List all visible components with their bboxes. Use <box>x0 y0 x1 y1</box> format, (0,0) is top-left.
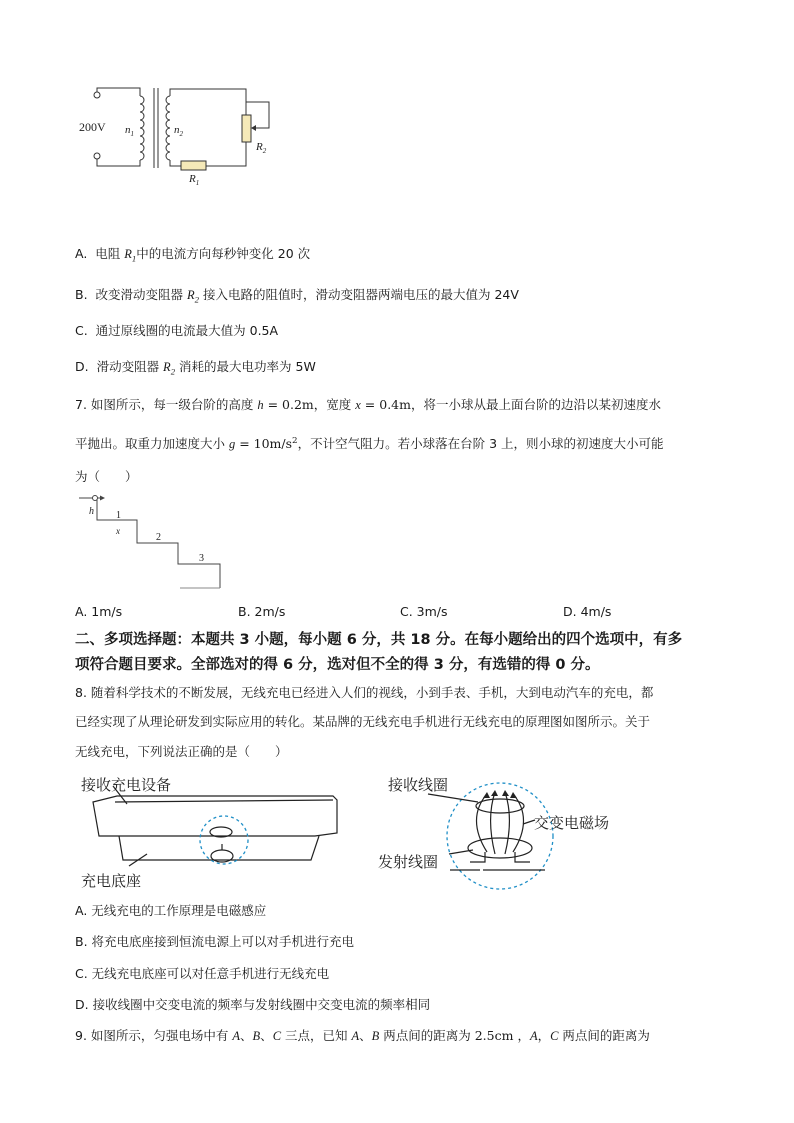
field-arrow-3 <box>502 790 509 796</box>
input-terminal-bottom <box>94 153 100 159</box>
section-2-heading-line-1: 二、多项选择题：本题共 3 小题，每小题 6 分，共 18 分。在每小题给出的四个选项中，有多 <box>75 632 683 648</box>
height-label: h <box>89 506 94 517</box>
rx-coil-leader <box>428 794 478 802</box>
resistor-r1 <box>181 161 206 170</box>
q7-line-1: 7. 如图所示，每一级台阶的高度 h = 0.2m，宽度 x = 0.4m，将一小球从最上面台阶的边沿以某初速度水 <box>75 397 661 412</box>
q8-line-2: 已经实现了从理论研发到实际应用的转化。某品牌的无线充电手机进行无线充电的原理图如图所示。关于 <box>75 714 651 729</box>
n1-label: $n_1$ <box>125 124 134 138</box>
q7-option-d[interactable]: D. 4m/s <box>563 604 612 619</box>
voltage-label: 200V <box>79 120 106 134</box>
q8-line-3: 无线充电，下列说法正确的是（ ） <box>75 744 288 759</box>
transmitter-coil <box>468 838 532 858</box>
q8-option-b[interactable]: B. 将充电底座接到恒流电源上可以对手机进行充电 <box>75 934 355 949</box>
q7-option-b[interactable]: B. 2m/s <box>238 604 286 619</box>
transmitter-coil-label: 发射线圈 <box>378 853 439 871</box>
q8-line-1: 8. 随着科学技术的不断发展，无线充电已经进入人们的视线，小到手表、手机，大到电动汽车的充电，都 <box>75 685 654 700</box>
q6-option-d[interactable]: D. 滑动变阻器 $R_2$ 消耗的最大电功率为 5W <box>75 359 316 377</box>
q6-option-b[interactable]: B. 改变滑动变阻器 $R_2$ 接入电路的阻值时，滑动变阻器两端电压的最大值为 24V <box>75 287 519 305</box>
wireless-charging-diagram <box>75 770 675 895</box>
device-zoom-circle <box>200 816 248 864</box>
receiver-coil <box>476 799 524 813</box>
q6-option-a[interactable]: A. 电阻 $R_1$中的电流方向每秒钟变化 20 次 <box>75 246 311 264</box>
q8-option-a[interactable]: A. 无线充电的工作原理是电磁感应 <box>75 903 267 918</box>
section-2-heading-line-2: 项符合题目要求。全部选对的得 6 分，选对但不全的得 3 分，有选错的得 0 分。 <box>75 657 600 673</box>
field-arrow-4 <box>510 792 517 798</box>
primary-coil <box>140 96 144 160</box>
step-2-label: 2 <box>156 532 161 543</box>
q7-line-3: 为（ ） <box>75 469 138 484</box>
q6-option-c[interactable]: C. 通过原线圈的电流最大值为 0.5A <box>75 323 279 338</box>
q9-line-1: 9. 如图所示，匀强电场中有 A、B、C 三点，已知 A、B 两点间的距离为 2.5cm ，A，C 两点间的距离为 <box>75 1028 650 1043</box>
primary-wire-top <box>97 88 140 96</box>
n2-label: $n_2$ <box>174 124 183 138</box>
velocity-arrow-head <box>100 496 105 501</box>
input-terminal-top <box>94 92 100 98</box>
charging-base <box>119 836 319 860</box>
q8-option-d[interactable]: D. 接收线圈中交变电流的频率与发射线圈中交变电流的频率相同 <box>75 997 431 1012</box>
charging-base-label: 充电底座 <box>81 872 142 890</box>
secondary-coil <box>166 96 170 160</box>
receiver-device-label: 接收充电设备 <box>81 776 172 794</box>
step-3-label: 3 <box>199 553 204 564</box>
q8-option-c[interactable]: C. 无线充电底座可以对任意手机进行无线充电 <box>75 966 330 981</box>
r1-label: $R_1$ <box>189 173 200 187</box>
secondary-wire-bottom-left <box>170 160 181 166</box>
q7-option-a[interactable]: A. 1m/s <box>75 604 123 619</box>
transformer-circuit-diagram <box>70 80 290 195</box>
field-label: 交变电磁场 <box>534 814 610 832</box>
field-arrow-1 <box>483 792 490 798</box>
q7-line-2: 平抛出。取重力加速度大小 $g = 10m/s^2$，不计空气阻力。若小球落在台阶 3 上，则小球的初速度大小可能 <box>75 436 664 452</box>
device-edge <box>115 800 333 802</box>
tx-coil-leader <box>449 850 473 854</box>
rheostat-r2 <box>242 115 251 142</box>
field-arrow-2 <box>491 790 498 796</box>
secondary-wire-bottom-right <box>206 142 246 166</box>
rheostat-slider-arrow <box>251 125 256 131</box>
secondary-wire-top <box>170 89 246 115</box>
primary-wire-bottom <box>97 159 140 166</box>
field-line-3 <box>505 792 510 854</box>
stairs-diagram <box>75 488 235 593</box>
q7-option-c[interactable]: C. 3m/s <box>400 604 448 619</box>
field-line-2 <box>491 792 496 854</box>
step-1-label: 1 <box>116 510 121 521</box>
r2-label: $R_2$ <box>256 141 267 155</box>
receiver-coil-label: 接收线圈 <box>388 776 449 794</box>
width-label: x <box>116 526 120 536</box>
